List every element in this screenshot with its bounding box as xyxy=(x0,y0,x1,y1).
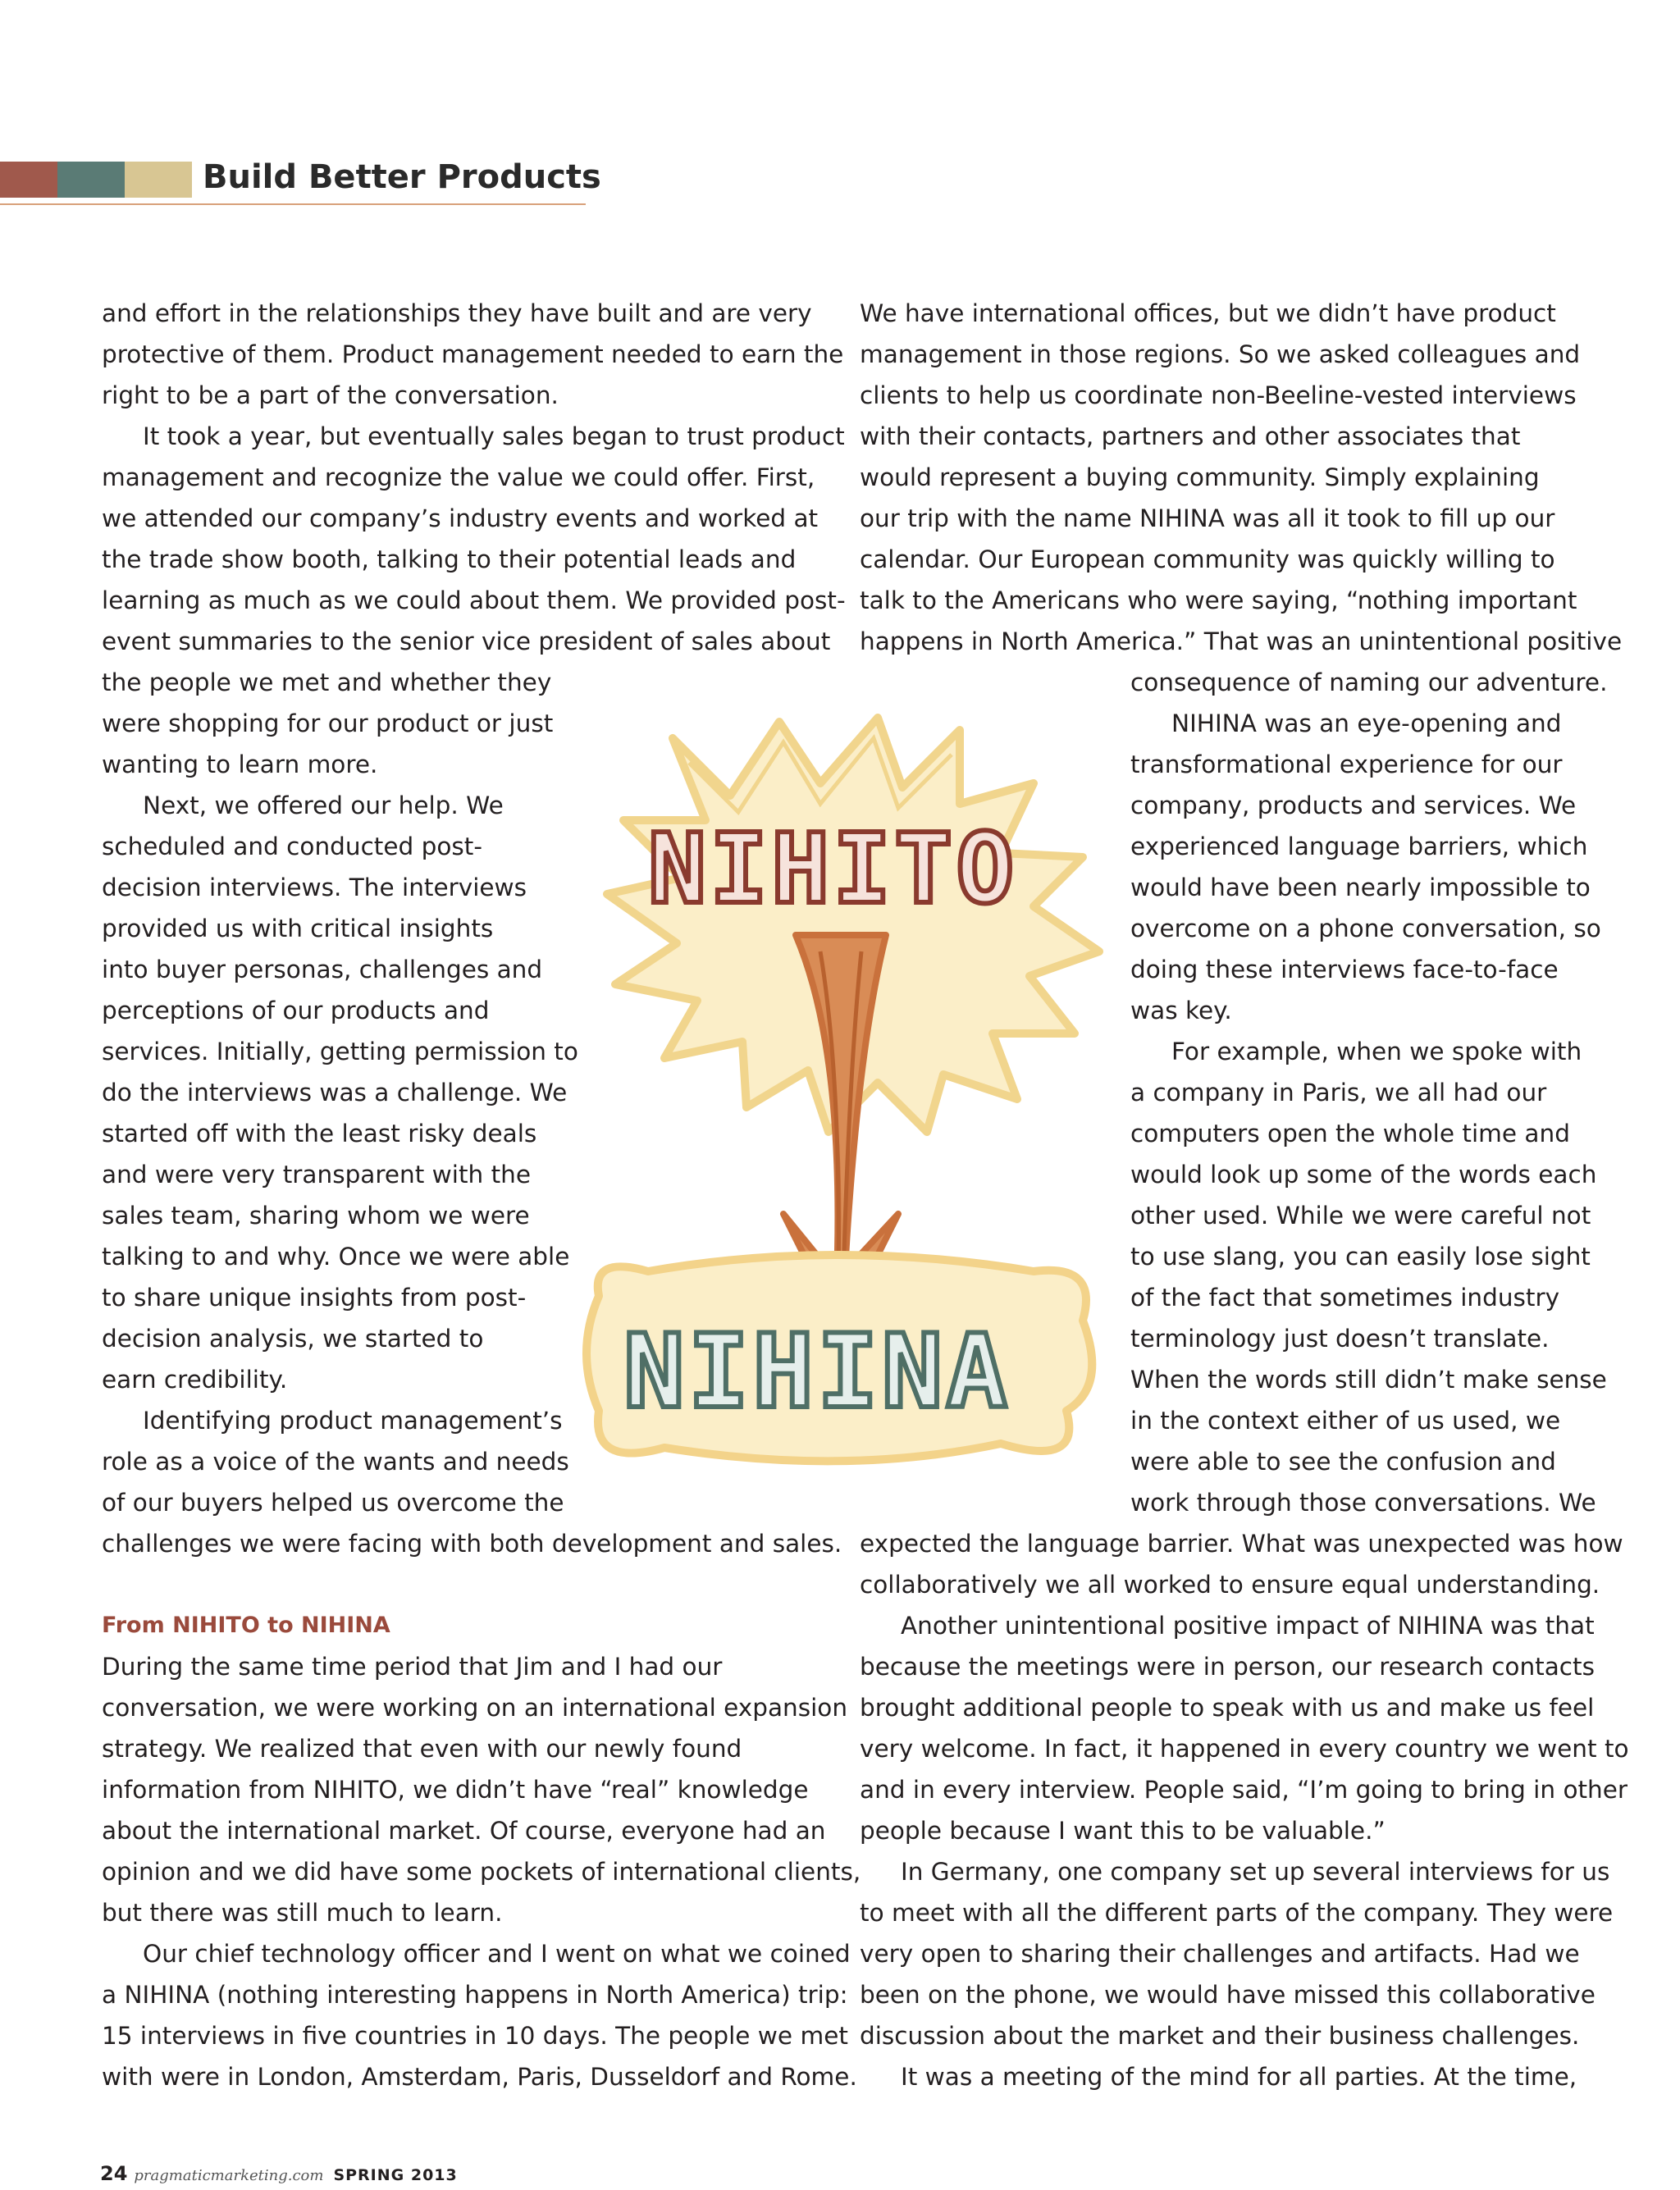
text-line: and in every interview. People said, “I’m going to bring in other xyxy=(860,1776,1628,1804)
text-line: of the fact that sometimes industry xyxy=(1130,1284,1560,1312)
text-line: Our chief technology officer and I went on what we coined xyxy=(143,1940,851,1968)
text-line: and effort in the relationships they have built and are very xyxy=(102,299,812,327)
text-line: right to be a part of the conversation. xyxy=(102,381,559,409)
text-line: Another unintentional positive impact of NIHINA was that xyxy=(901,1612,1595,1640)
text-line: but there was still much to learn. xyxy=(102,1899,503,1927)
text-line: challenges we were facing with both development and sales. xyxy=(102,1530,842,1558)
text-line: role as a voice of the wants and needs xyxy=(102,1448,569,1476)
footer xyxy=(100,2160,458,2190)
text-line: and were very transparent with the xyxy=(102,1161,532,1189)
text-line: It took a year, but eventually sales began to trust product xyxy=(143,422,845,450)
text-line: experienced language barriers, which xyxy=(1130,833,1588,860)
text-line: learning as much as we could about them. We provided post- xyxy=(102,586,846,614)
text-line: other used. While we were careful not xyxy=(1130,1202,1591,1230)
text-line: started off with the least risky deals xyxy=(102,1120,537,1147)
text-line: brought additional people to speak with us and make us feel xyxy=(860,1694,1595,1722)
text-line: was key. xyxy=(1130,997,1232,1024)
text-line: management in those regions. So we asked colleagues and xyxy=(860,340,1581,368)
text-line: When the words still didn’t make sense xyxy=(1130,1366,1607,1394)
header-color-bar-3 xyxy=(125,162,192,198)
text-line: management and recognize the value we could offer. First, xyxy=(102,463,815,491)
text-line: It was a meeting of the mind for all parties. At the time, xyxy=(901,2063,1577,2091)
text-line xyxy=(102,1564,861,1605)
text-line: terminology just doesn’t translate. xyxy=(1130,1325,1550,1353)
text-line: We have international offices, but we didn’t have product xyxy=(860,299,1556,327)
text-line: collaboratively we all worked to ensure equal understanding. xyxy=(860,1571,1600,1599)
text-line: protective of them. Product management needed to earn the xyxy=(102,340,844,368)
page-number: 24 xyxy=(100,2162,128,2185)
text-line: the people we met and whether they xyxy=(102,668,552,696)
section-title: Build Better Products xyxy=(203,158,601,196)
text-line: expected the language barrier. What was unexpected was how xyxy=(860,1530,1623,1558)
text-line: talking to and why. Once we were able xyxy=(102,1243,570,1271)
text-line: conversation, we were working on an international expansion xyxy=(102,1694,848,1722)
text-line: overcome on a phone conversation, so xyxy=(1130,915,1601,942)
text-line: perceptions of our products and xyxy=(102,997,490,1024)
text-line: in the context either of us used, we xyxy=(1130,1407,1561,1435)
text-line: a NIHINA (nothing interesting happens in North America) trip: xyxy=(102,1981,848,2009)
text-line: into buyer personas, challenges and xyxy=(102,956,543,983)
text-line: scheduled and conducted post- xyxy=(102,833,482,860)
text-line: For example, when we spoke with xyxy=(1171,1038,1582,1065)
text-line: a company in Paris, we all had our xyxy=(1130,1079,1547,1106)
text-line: about the international market. Of course, everyone had an xyxy=(102,1817,826,1845)
text-line: 15 interviews in five countries in 10 days. The people we met xyxy=(102,2022,848,2050)
text-line: computers open the whole time and xyxy=(1130,1120,1570,1147)
header-rule xyxy=(0,203,586,205)
text-line: been on the phone, we would have missed this collaborative xyxy=(860,1981,1596,2009)
text-line: to share unique insights from post- xyxy=(102,1284,527,1312)
site-url: pragmaticmarketing.com xyxy=(134,2167,324,2184)
text-line: were able to see the confusion and xyxy=(1130,1448,1556,1476)
text-line: earn credibility. xyxy=(102,1366,288,1394)
text-line: decision interviews. The interviews xyxy=(102,874,527,901)
text-line: doing these interviews face-to-face xyxy=(1130,956,1559,983)
text-line: would represent a buying community. Simply explaining xyxy=(860,463,1540,491)
text-line: would have been nearly impossible to xyxy=(1130,874,1591,901)
subheading: From NIHITO to NIHINA xyxy=(102,1613,390,1638)
header-color-bar-2 xyxy=(57,162,125,198)
text-line: with their contacts, partners and other associates that xyxy=(860,422,1521,450)
text-line: opinion and we did have some pockets of international clients, xyxy=(102,1858,861,1886)
text-line: Next, we offered our help. We xyxy=(143,792,504,819)
text-line: our trip with the name NIHINA was all it took to fill up our xyxy=(860,504,1555,532)
text-line: would look up some of the words each xyxy=(1130,1161,1597,1189)
text-line: very welcome. In fact, it happened in every country we went to xyxy=(860,1735,1629,1763)
text-line: transformational experience for our xyxy=(1130,751,1563,778)
text-line: In Germany, one company set up several interviews for us xyxy=(901,1858,1610,1886)
text-line: discussion about the market and their business challenges. xyxy=(860,2022,1580,2050)
top-word: NIHITO xyxy=(648,812,1018,925)
text-line: sales team, sharing whom we were xyxy=(102,1202,530,1230)
text-line: During the same time period that Jim and I had our xyxy=(102,1653,723,1681)
header-color-bar-1 xyxy=(0,162,57,198)
text-line: services. Initially, getting permission to xyxy=(102,1038,578,1065)
text-line: event summaries to the senior vice president of sales about xyxy=(102,627,831,655)
text-line: with were in London, Amsterdam, Paris, Dusseldorf and Rome. xyxy=(102,2063,857,2091)
text-line: work through those conversations. We xyxy=(1130,1489,1596,1517)
text-line: people because I want this to be valuable.” xyxy=(860,1817,1386,1845)
text-line: happens in North America.” That was an unintentional positive xyxy=(860,627,1623,655)
text-line: wanting to learn more. xyxy=(102,751,378,778)
text-line: Identifying product management’s xyxy=(143,1407,563,1435)
text-line: clients to help us coordinate non-Beeline-vested interviews xyxy=(860,381,1577,409)
text-line: NIHINA was an eye-opening and xyxy=(1171,709,1562,737)
text-line: information from NIHITO, we didn’t have “real” knowledge xyxy=(102,1776,809,1804)
nihito-nihina-illustration xyxy=(574,705,1107,1493)
text-line: were shopping for our product or just xyxy=(102,709,554,737)
text-line: consequence of naming our adventure. xyxy=(1130,668,1608,696)
text-line: very open to sharing their challenges and artifacts. Had we xyxy=(860,1940,1580,1968)
bottom-word: NIHINA xyxy=(623,1313,1011,1431)
text-line: calendar. Our European community was quickly willing to xyxy=(860,545,1555,573)
text-line: company, products and services. We xyxy=(1130,792,1577,819)
text-line: strategy. We realized that even with our newly found xyxy=(102,1735,742,1763)
text-line: do the interviews was a challenge. We xyxy=(102,1079,568,1106)
text-line: to meet with all the different parts of the company. They were xyxy=(860,1899,1614,1927)
issue-label: SPRING 2013 xyxy=(333,2166,458,2184)
text-line: the trade show booth, talking to their potential leads and xyxy=(102,545,797,573)
text-line: decision analysis, we started to xyxy=(102,1325,484,1353)
text-line: because the meetings were in person, our research contacts xyxy=(860,1653,1595,1681)
text-line: talk to the Americans who were saying, “nothing important xyxy=(860,586,1577,614)
text-line: provided us with critical insights xyxy=(102,915,494,942)
text-line: to use slang, you can easily lose sight xyxy=(1130,1243,1591,1271)
text-line: we attended our company’s industry events and worked at xyxy=(102,504,819,532)
text-line: of our buyers helped us overcome the xyxy=(102,1489,564,1517)
